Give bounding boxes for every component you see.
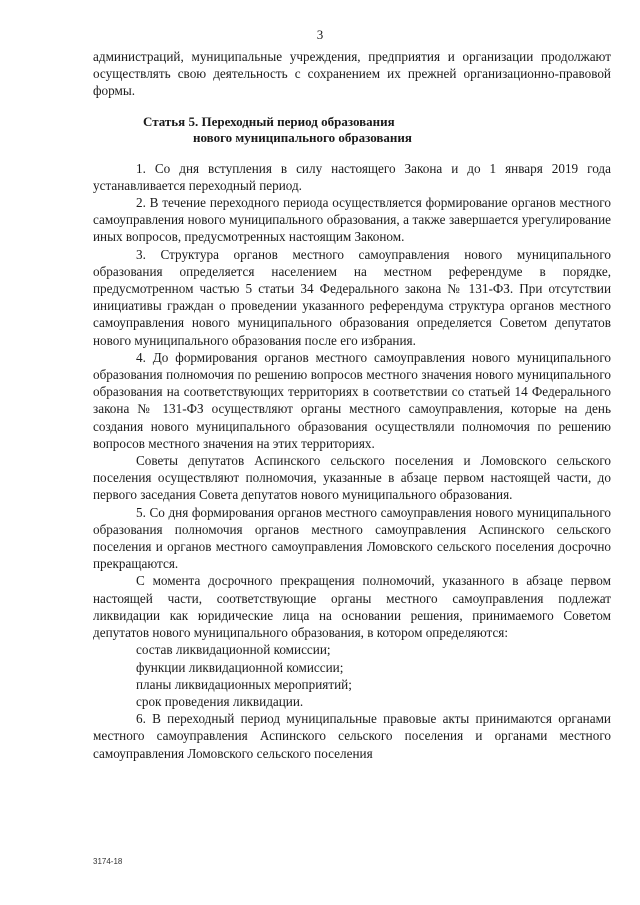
paragraph-5: 5. Со дня формирования органов местного самоуправления нового муниципального образования полномочия органов местного самоуправления Аспинского сельского поселения и органов местного самоуправления Ломовского сельского поселения досрочно прекращаются. xyxy=(93,504,611,572)
paragraph-4: 4. До формирования органов местного самоуправления нового муниципального образования полномочия по решению вопросов местного значения нового муниципального образования на соответствующих территориях в соответствии со статьей 14 Федерального закона № 131-ФЗ осуществляют органы местного самоуправления, которые на день создания нового муниципального образования осуществляли полномочия по решению вопросов местного значения на этих территориях. xyxy=(93,349,611,451)
document-code: 3174-18 xyxy=(93,857,123,866)
page-number: 3 xyxy=(316,27,324,42)
document-body xyxy=(93,48,611,762)
list-item: срок проведения ликвидации. xyxy=(136,693,304,709)
paragraph-1: 1. Со дня вступления в силу настоящего Закона и до 1 января 2019 года устанавливается переходный период. xyxy=(93,160,611,193)
paragraph-3: 3. Структура органов местного самоуправления нового муниципального образования определяется населением на местном референдуме в порядке, предусмотренном частью 5 статьи 34 Федерального закона № 131-ФЗ. При отсутствии инициативы граждан о проведении указанного референдума структура органов местного самоуправления нового муниципального образования определяется Советом депутатов нового муниципального образования после его избрания. xyxy=(93,246,611,348)
paragraph-5-liquidation: С момента досрочного прекращения полномочий, указанного в абзаце первом настоящей части, соответствующие органы местного самоуправления подлежат ликвидации как юридические лица на основании решения, принимаемого Советом депутатов нового муниципального образования, в котором определяются: xyxy=(93,573,611,641)
article-heading-line1: Статья 5. Переходный период образования xyxy=(143,113,395,129)
article-heading-line2: нового муниципального образования xyxy=(193,129,412,145)
paragraph-6: 6. В переходный период муниципальные правовые акты принимаются органами местного самоуправления Аспинского сельского поселения и органами местного самоуправления Ломовского сельского поселения xyxy=(93,711,611,761)
article-heading xyxy=(93,114,611,146)
intro-paragraph: администраций, муниципальные учреждения, предприятия и организации продолжают осуществлять свою деятельность с сохранением их прежней организационно-правовой формы. xyxy=(93,49,611,99)
list-item: планы ликвидационных мероприятий; xyxy=(136,676,352,692)
paragraph-4-councils: Советы депутатов Аспинского сельского поселения и Ломовского сельского поселения осуществляют полномочия, указанные в абзаце первом настоящей части, до первого заседания Совета депутатов нового муниципального образования. xyxy=(93,453,611,503)
list-item: состав ликвидационной комиссии; xyxy=(136,642,331,658)
paragraph-2: 2. В течение переходного периода осуществляется формирование органов местного самоуправления нового муниципального образования, а также завершается урегулирование иных вопросов, предусмотренных настоящим Законом. xyxy=(93,195,611,245)
list-item: функции ликвидационной комиссии; xyxy=(136,659,344,675)
